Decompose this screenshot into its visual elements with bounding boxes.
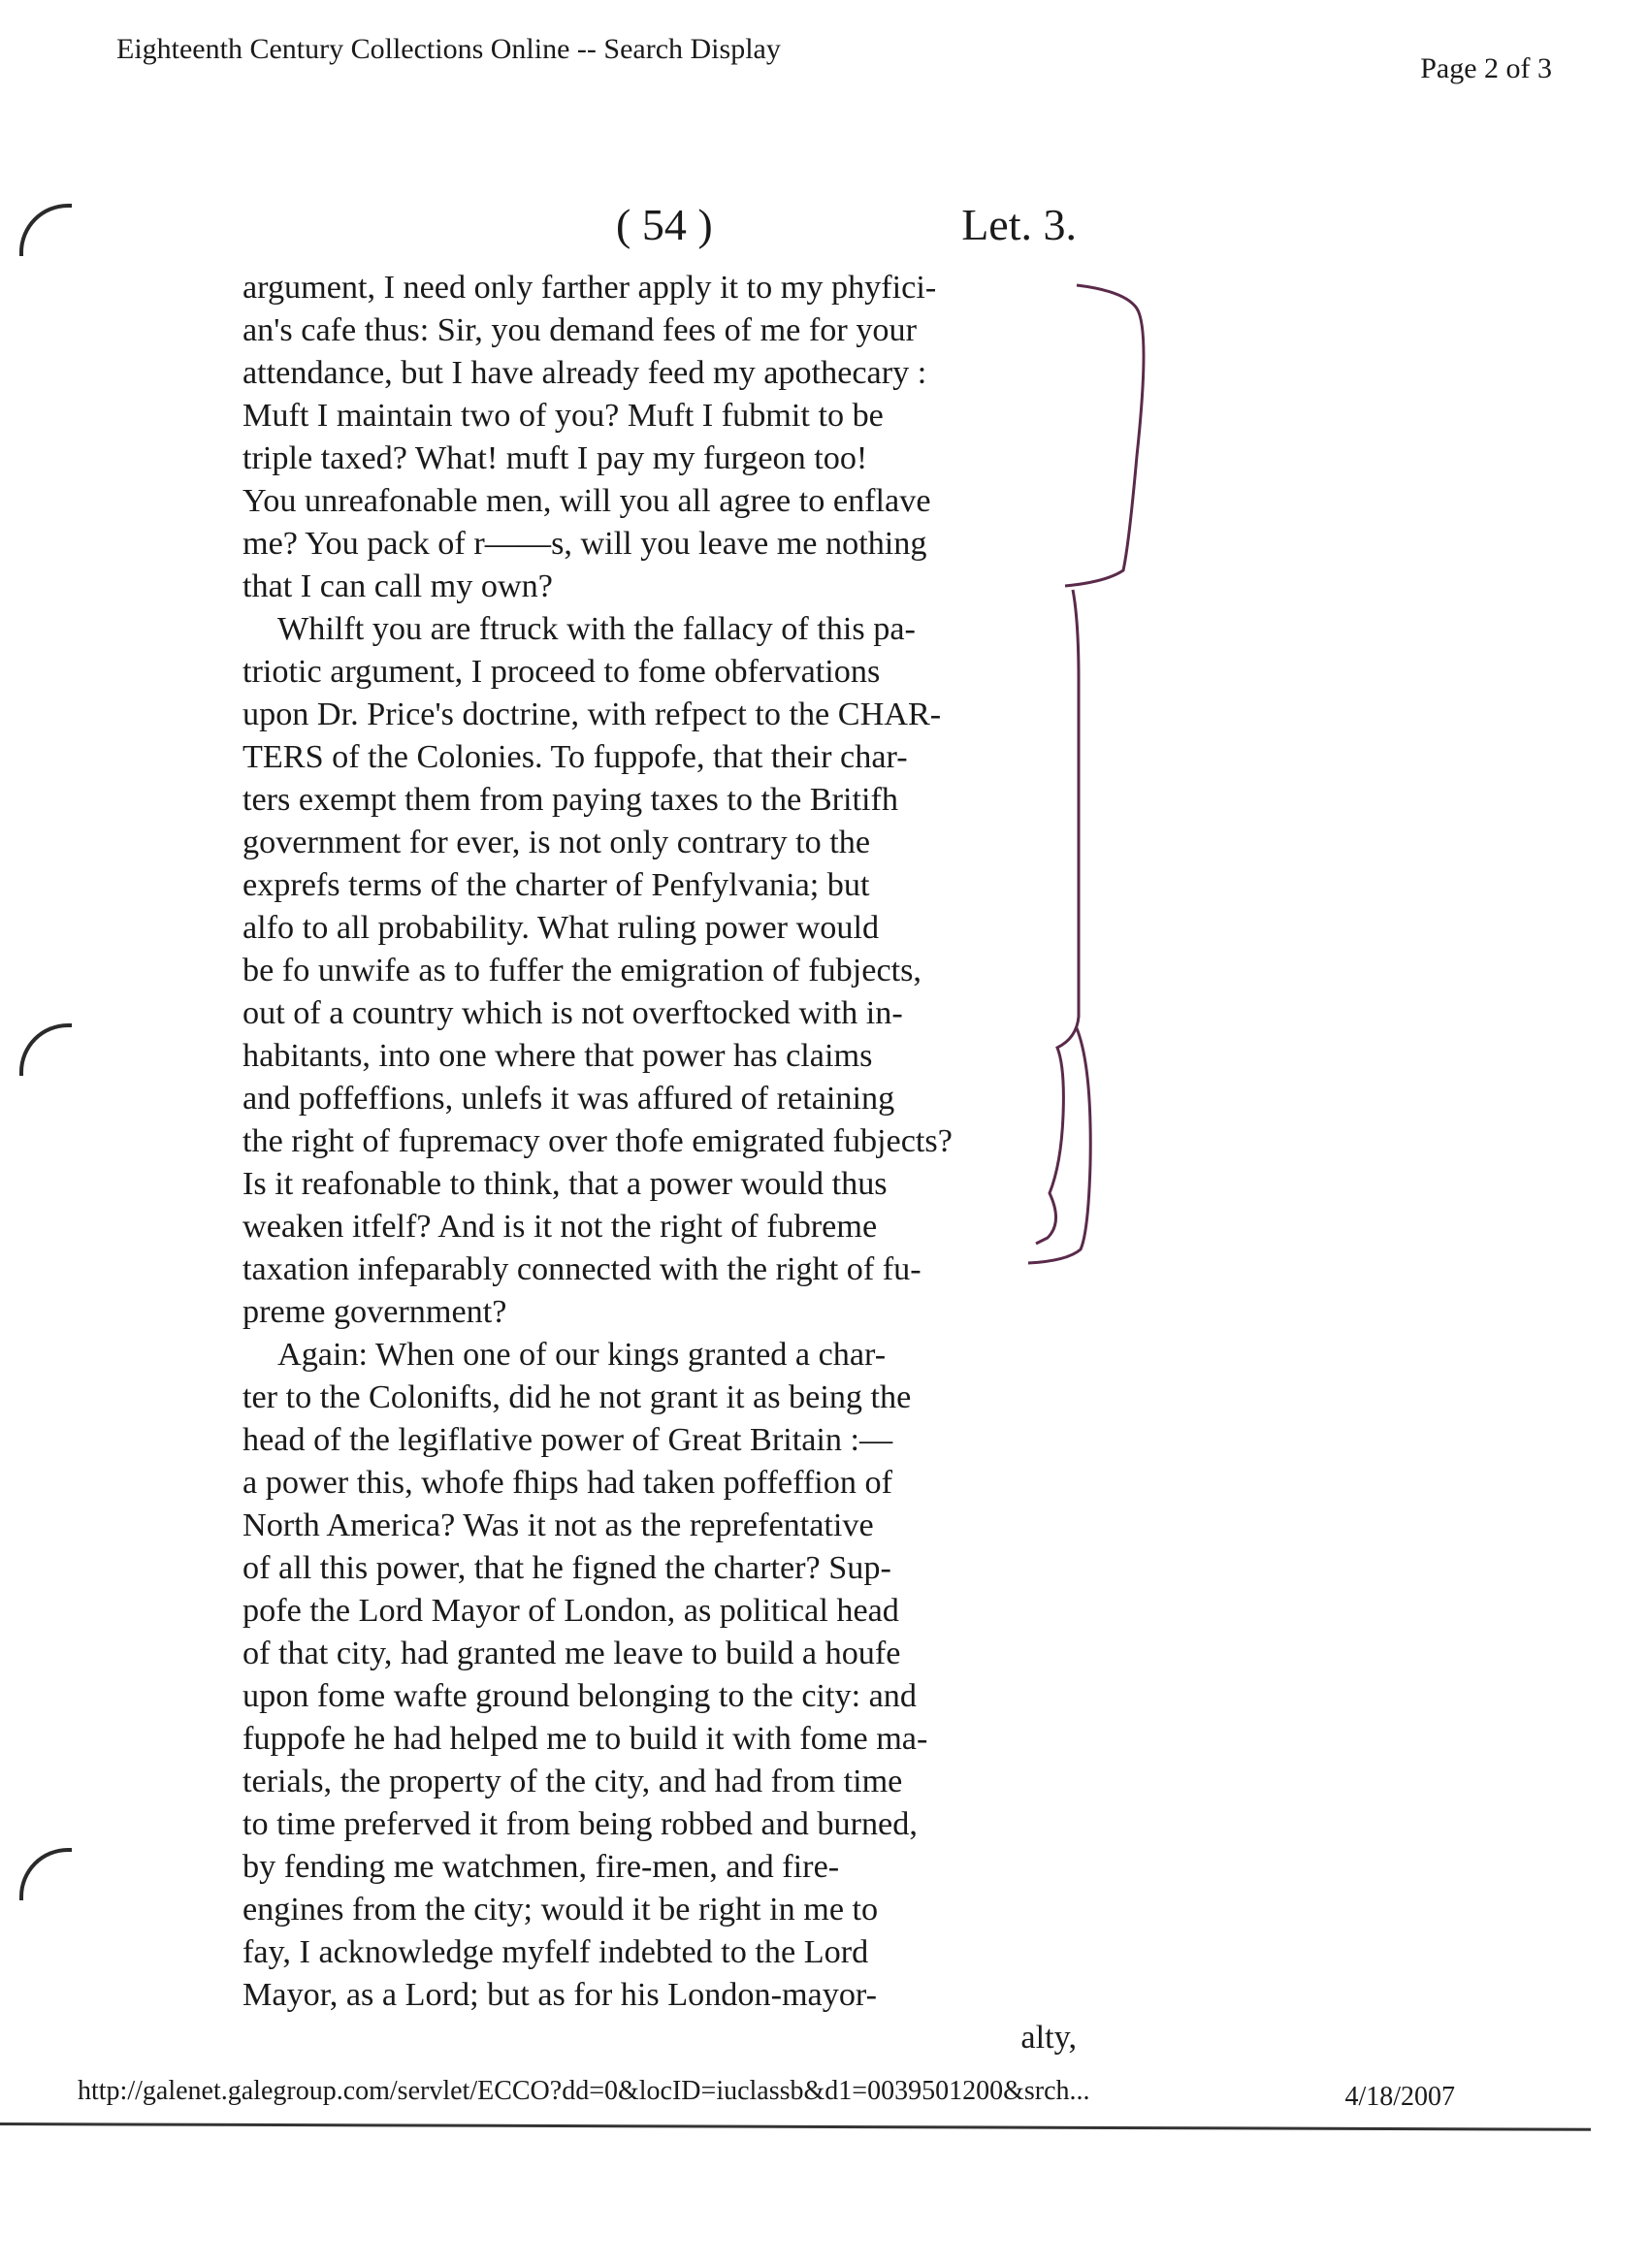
text-line: triotic argument, I proceed to fome obfervations — [242, 654, 881, 690]
text-line: ter to the Colonifts, did he not grant it as being the — [242, 1379, 912, 1415]
text-line: a power this, whofe fhips had taken poffeffion of — [242, 1465, 892, 1501]
footer-divider — [0, 2122, 1591, 2131]
text-line: the right of fupremacy over thofe emigrated fubjects? — [242, 1123, 953, 1159]
print-header-title: Eighteenth Century Collections Online -- Search Display — [116, 33, 781, 65]
text-line: of all this power, that he figned the charter? Sup- — [242, 1550, 891, 1586]
text-line: upon fome wafte ground belonging to the city: and — [242, 1678, 917, 1714]
text-line: that I can call my own? — [242, 568, 553, 604]
text-line: of that city, had granted me leave to build a houfe — [242, 1636, 901, 1671]
scanned-book-page — [242, 199, 1077, 2059]
text-line: fuppofe he had helped me to build it with fome ma- — [242, 1721, 928, 1757]
text-line: upon Dr. Price's doctrine, with refpect to the CHAR- — [242, 697, 942, 732]
text-line: habitants, into one where that power has claims — [242, 1038, 873, 1074]
text-line: preme government? — [242, 1294, 507, 1330]
browser-print-header — [116, 33, 1552, 91]
text-line: You unreafonable men, will you all agree to enflave — [242, 483, 931, 519]
punch-hole-mark — [19, 204, 72, 256]
print-footer-url: http://galenet.galegroup.com/servlet/ECCO?dd=0&locID=iuclassb&d1=0039501200&srch... — [78, 2076, 1090, 2106]
paragraph — [242, 1334, 1077, 2017]
text-line: Again: When one of our kings granted a char- — [277, 1337, 887, 1373]
text-line: alfo to all probability. What ruling power would — [242, 910, 880, 946]
text-line: taxation infeparably connected with the right of fu- — [242, 1251, 922, 1287]
text-line: Mayor, as a Lord; but as for his London-mayor- — [242, 1977, 878, 2013]
punch-hole-mark — [19, 1023, 72, 1076]
text-line: ters exempt them from paying taxes to the Britifh — [242, 782, 898, 818]
text-line: weaken itfelf? And is it not the right of fubreme — [242, 1209, 878, 1245]
punch-hole-mark — [19, 1848, 72, 1900]
text-line: me? You pack of r——s, will you leave me nothing — [242, 526, 927, 562]
text-line: and poffeffions, unlefs it was affured of retaining — [242, 1081, 895, 1117]
text-line: argument, I need only farther apply it to my phyfici- — [242, 270, 937, 306]
text-line: an's cafe thus: Sir, you demand fees of me for your — [242, 312, 917, 348]
text-line: attendance, but I have already feed my apothecary : — [242, 355, 927, 391]
text-line: terials, the property of the city, and had from time — [242, 1764, 903, 1799]
text-line: exprefs terms of the charter of Penfylvania; but — [242, 867, 870, 903]
print-page-count: Page 2 of 3 — [1420, 52, 1552, 84]
text-line: fay, I acknowledge myfelf indebted to the Lord — [242, 1934, 869, 1970]
text-line: pofe the Lord Mayor of London, as political head — [242, 1593, 899, 1629]
text-line: by fending me watchmen, fire-men, and fire- — [242, 1849, 840, 1885]
running-head: Let. 3. — [961, 200, 1077, 249]
paragraph — [242, 608, 1077, 1334]
page-number: ( 54 ) — [616, 200, 713, 249]
text-line: North America? Was it not as the reprefentative — [242, 1507, 874, 1543]
page-head — [242, 199, 1077, 267]
text-line: Whilft you are ftruck with the fallacy of this pa- — [277, 611, 916, 647]
paragraph — [242, 267, 1077, 608]
text-line: TERS of the Colonies. To fuppofe, that their char- — [242, 739, 908, 775]
text-line: head of the legiflative power of Great Britain :— — [242, 1422, 893, 1458]
catchword: alty, — [1020, 2020, 1077, 2056]
text-line: be fo unwife as to fuffer the emigration of fubjects, — [242, 953, 922, 988]
print-footer-date: 4/18/2007 — [1344, 2082, 1455, 2112]
text-line: engines from the city; would it be right in me to — [242, 1892, 879, 1928]
text-line: Muft I maintain two of you? Muft I fubmit to be — [242, 398, 884, 434]
text-line: Is it reafonable to think, that a power would thus — [242, 1166, 888, 1202]
text-line: to time preferved it from being robbed and burned, — [242, 1806, 918, 1842]
text-line: out of a country which is not overftocked with in- — [242, 995, 903, 1031]
text-line: government for ever, is not only contrary to the — [242, 825, 871, 860]
text-line: triple taxed? What! muft I pay my furgeon too! — [242, 440, 868, 476]
